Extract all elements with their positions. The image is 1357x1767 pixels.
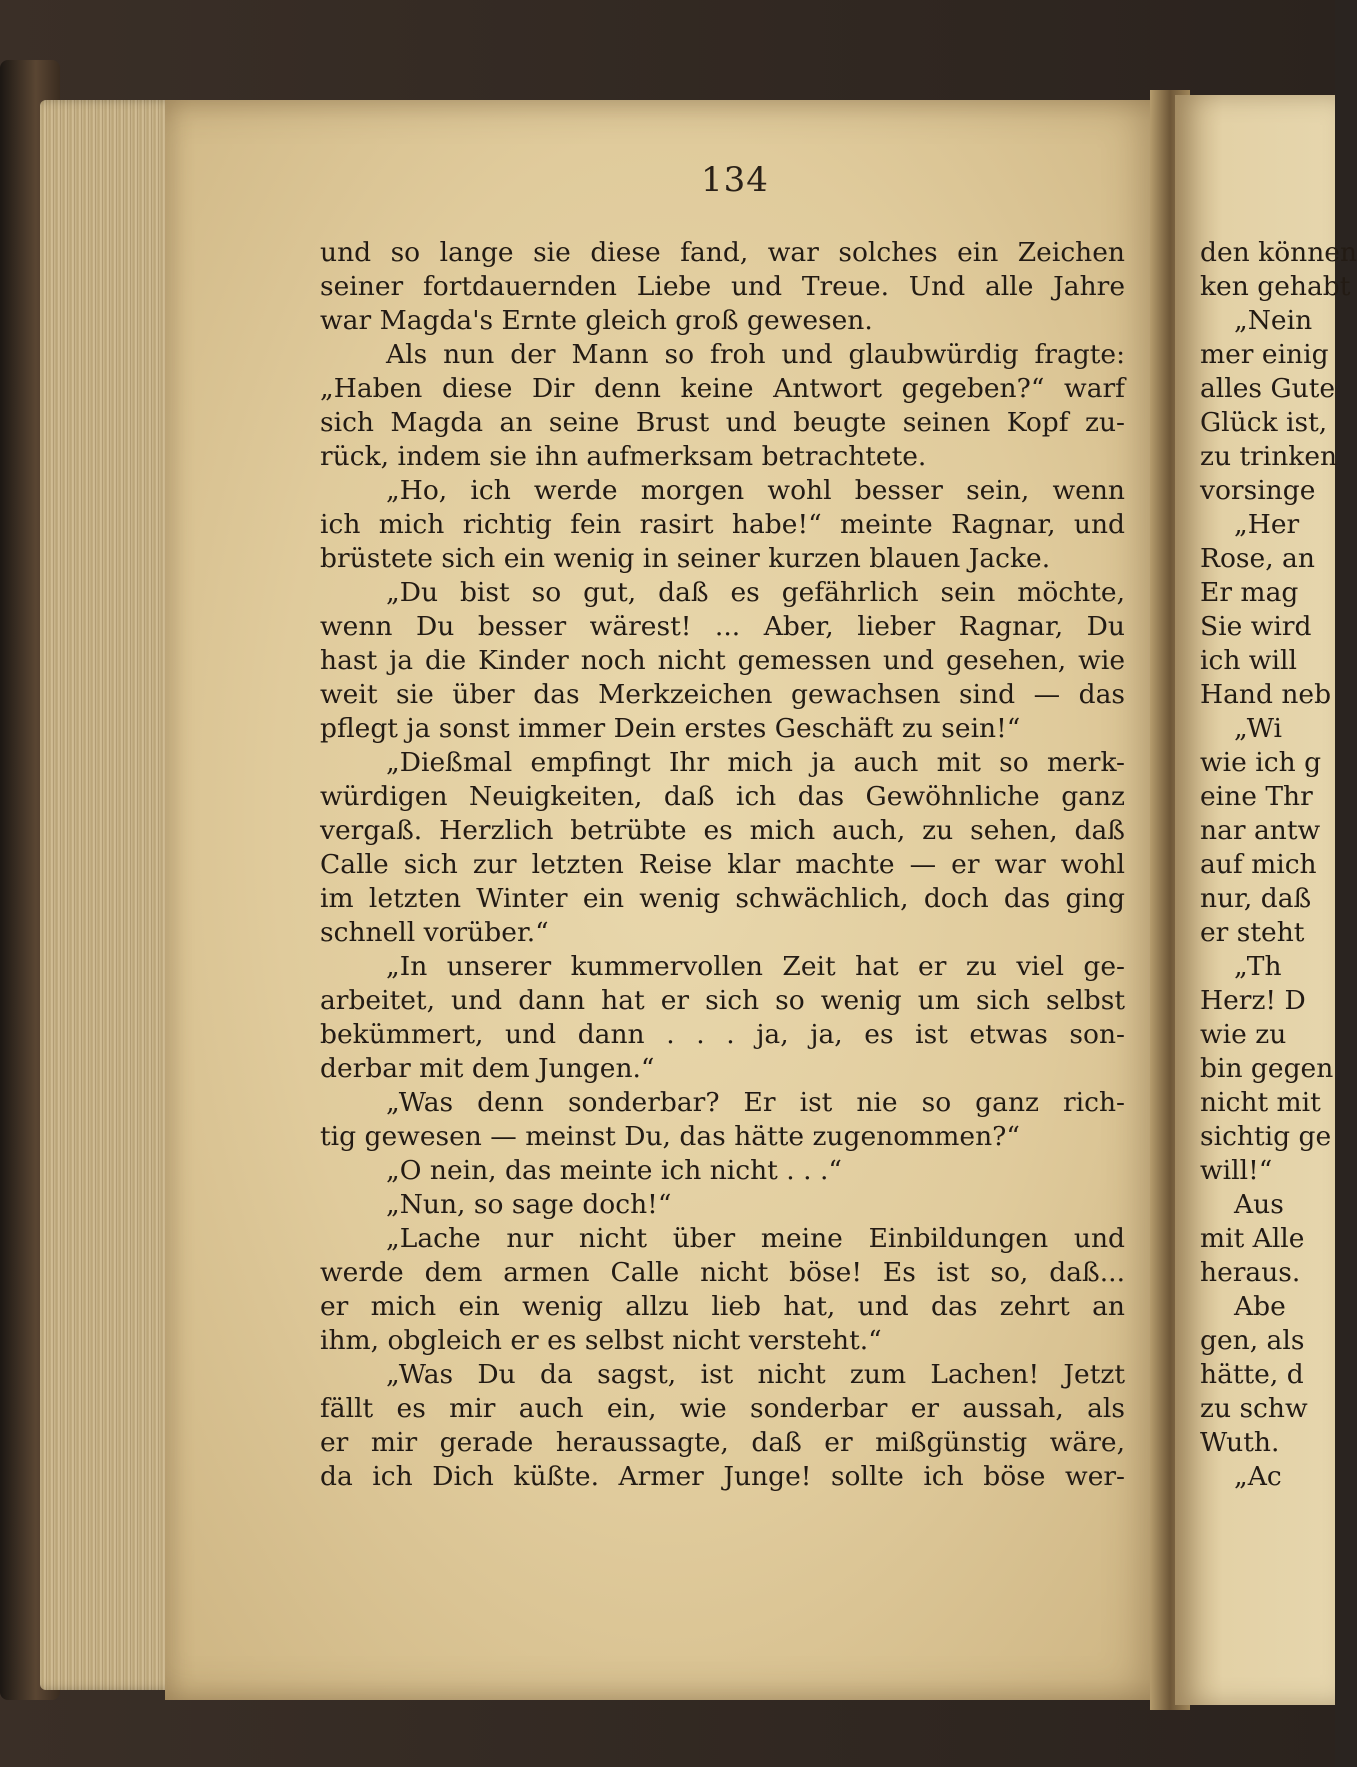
text-line: fällt es mir auch ein, wie sonderbar er aussah, als xyxy=(320,1393,1125,1424)
text-line: „Ho, ich werde morgen wohl besser sein, wenn xyxy=(386,475,1125,506)
text-line: mer einig xyxy=(1200,339,1329,370)
text-line: im letzten Winter ein wenig schwächlich, doch das ging xyxy=(320,883,1125,914)
text-line: er mich ein wenig allzu lieb hat, und das zehrt an xyxy=(320,1291,1125,1322)
text-line: wie ich g xyxy=(1200,747,1322,778)
text-line: „In unserer kummervollen Zeit hat er zu viel ge- xyxy=(386,951,1125,982)
text-line: „Was denn sonderbar? Er ist nie so ganz rich- xyxy=(386,1087,1125,1118)
text-line: ihm, obgleich er es selbst nicht versteht.“ xyxy=(320,1325,882,1356)
text-line: vergaß. Herzlich betrübte es mich auch, zu sehen, daß xyxy=(320,815,1125,846)
text-line: schnell vorüber.“ xyxy=(320,917,549,948)
text-line: „Dießmal empfingt Ihr mich ja auch mit so merk- xyxy=(386,747,1125,778)
text-line: Sie wird xyxy=(1200,611,1312,642)
left-page-text xyxy=(320,236,1125,1494)
text-line: heraus. xyxy=(1200,1257,1301,1288)
text-line: wie zu xyxy=(1200,1019,1287,1050)
text-line: „Nun, so sage doch!“ xyxy=(386,1189,672,1220)
text-line: Hand neb xyxy=(1200,679,1332,710)
text-line: will!“ xyxy=(1200,1155,1273,1186)
text-line: hätte, d xyxy=(1200,1359,1304,1390)
text-line: Er mag xyxy=(1200,577,1299,608)
text-line: „Du bist so gut, daß es gefährlich sein möchte, xyxy=(386,577,1125,608)
text-line: bekümmert, und dann . . . ja, ja, es ist etwas son- xyxy=(320,1019,1125,1050)
text-line: pflegt ja sonst immer Dein erstes Geschäft zu sein!“ xyxy=(320,713,1021,744)
text-line: Wuth. xyxy=(1200,1427,1280,1458)
text-line: und so lange sie diese fand, war solches ein Zeichen xyxy=(320,237,1125,268)
text-line: „Haben diese Dir denn keine Antwort gegeben?“ warf xyxy=(320,373,1125,404)
text-line: Rose, an xyxy=(1200,543,1315,574)
text-line: den können xyxy=(1200,237,1357,268)
text-line: vorsinge xyxy=(1200,475,1316,506)
text-line: nur, daß xyxy=(1200,883,1312,914)
text-line: sichtig ge xyxy=(1200,1121,1332,1152)
text-line: auf mich xyxy=(1200,849,1317,880)
text-line: „Ac xyxy=(1234,1461,1282,1492)
text-line: gen, als xyxy=(1200,1325,1305,1356)
text-line: er mir gerade heraussagte, daß er mißgünstig wäre, xyxy=(320,1427,1125,1458)
text-line: würdigen Neuigkeiten, daß ich das Gewöhnliche ganz xyxy=(320,781,1125,812)
text-line: Abe xyxy=(1234,1291,1286,1322)
text-line: rück, indem sie ihn aufmerksam betrachtete. xyxy=(320,441,927,472)
text-line: da ich Dich küßte. Armer Junge! sollte ich böse wer- xyxy=(320,1461,1125,1492)
text-line: eine Thr xyxy=(1200,781,1313,812)
text-line: „Her xyxy=(1234,509,1300,540)
text-line: nar antw xyxy=(1200,815,1321,846)
right-page-text xyxy=(1200,236,1357,1494)
text-line: hast ja die Kinder noch nicht gemessen und gesehen, wie xyxy=(320,645,1125,676)
text-line: seiner fortdauernden Liebe und Treue. Und alle Jahre xyxy=(320,271,1125,302)
text-line: arbeitet, und dann hat er sich so wenig um sich selbst xyxy=(320,985,1125,1016)
text-line: Calle sich zur letzten Reise klar machte — er war wohl xyxy=(320,849,1125,880)
text-line: „Wi xyxy=(1234,713,1283,744)
text-line: „Lache nur nicht über meine Einbildungen und xyxy=(386,1223,1125,1254)
text-line: sich Magda an seine Brust und beugte seinen Kopf zu- xyxy=(320,407,1125,438)
text-line: „O nein, das meinte ich nicht . . .“ xyxy=(386,1155,842,1186)
text-line: ich mich richtig fein rasirt habe!“ meinte Ragnar, und xyxy=(320,509,1125,540)
text-line: „Nein xyxy=(1234,305,1313,336)
text-line: ich will xyxy=(1200,645,1297,676)
text-line: war Magda's Ernte gleich groß gewesen. xyxy=(320,305,873,336)
text-line: Herz! D xyxy=(1200,985,1306,1016)
text-line: Aus xyxy=(1234,1189,1284,1220)
text-line: alles Gute xyxy=(1200,373,1336,404)
text-line: zu trinken xyxy=(1200,441,1338,472)
text-line: tig gewesen — meinst Du, das hätte zugenommen?“ xyxy=(320,1121,1020,1152)
text-line: mit Alle xyxy=(1200,1223,1305,1254)
text-line: wenn Du besser wärest! ... Aber, lieber Ragnar, Du xyxy=(320,611,1125,642)
text-line: „Was Du da sagst, ist nicht zum Lachen! Jetzt xyxy=(386,1359,1125,1390)
text-line: werde dem armen Calle nicht böse! Es ist so, daß... xyxy=(320,1257,1125,1288)
text-line: „Th xyxy=(1234,951,1282,982)
text-line: weit sie über das Merkzeichen gewachsen sind — das xyxy=(320,679,1125,710)
text-line: Als nun der Mann so froh und glaubwürdig fragte: xyxy=(386,339,1125,370)
text-line: bin gegen xyxy=(1200,1053,1334,1084)
text-line: er steht xyxy=(1200,917,1305,948)
text-line: zu schw xyxy=(1200,1393,1308,1424)
text-line: Glück ist, xyxy=(1200,407,1328,438)
text-line: nicht mit xyxy=(1200,1087,1321,1118)
page-number: 134 xyxy=(701,160,769,200)
text-line: brüstete sich ein wenig in seiner kurzen blauen Jacke. xyxy=(320,543,1051,574)
text-line: derbar mit dem Jungen.“ xyxy=(320,1053,655,1084)
text-line: ken gehabt xyxy=(1200,271,1351,302)
